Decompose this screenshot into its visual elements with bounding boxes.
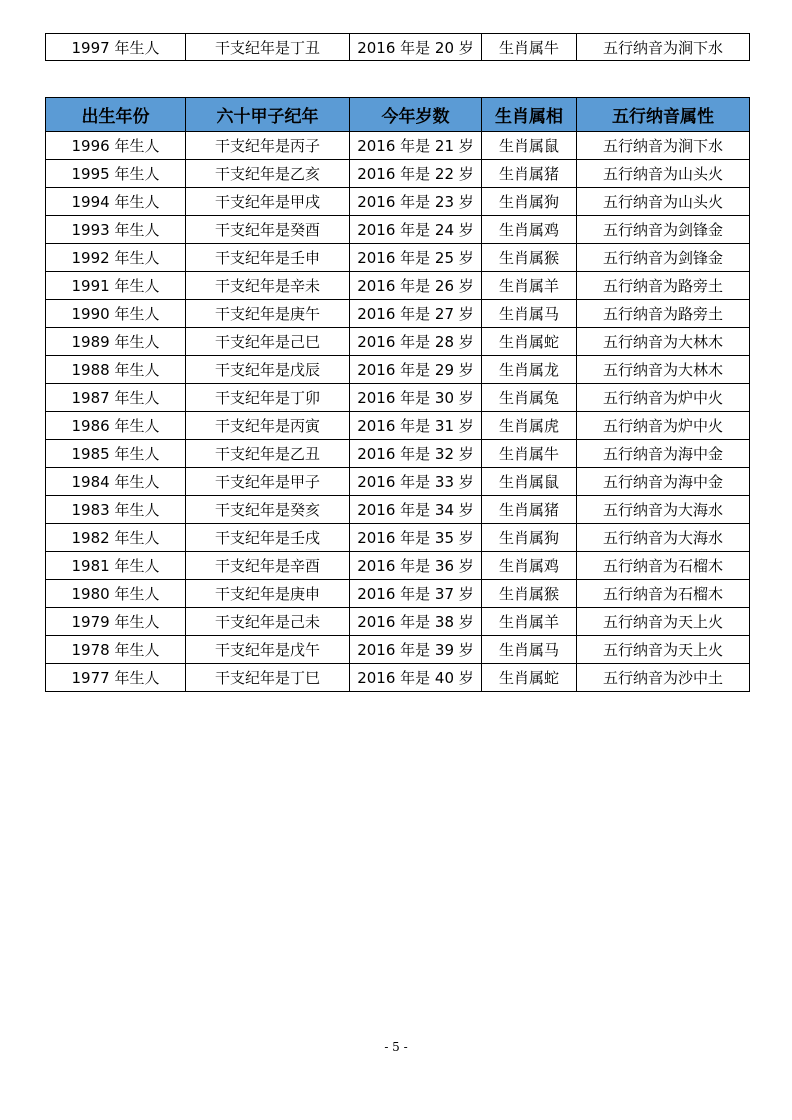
age-cell: 2016 年是 36 岁 bbox=[350, 552, 482, 580]
table-row bbox=[46, 188, 750, 216]
table-row bbox=[46, 636, 750, 664]
age-cell: 2016 年是 21 岁 bbox=[350, 132, 482, 160]
ganzhi-cell: 干支纪年是戊辰 bbox=[186, 356, 350, 384]
zodiac-cell: 生肖属鸡 bbox=[482, 216, 577, 244]
zodiac-cell: 生肖属狗 bbox=[482, 188, 577, 216]
nayin-cell: 五行纳音为路旁土 bbox=[577, 300, 750, 328]
nayin-cell: 五行纳音为天上火 bbox=[577, 636, 750, 664]
ganzhi-cell: 干支纪年是庚申 bbox=[186, 580, 350, 608]
ganzhi-cell: 干支纪年是乙丑 bbox=[186, 440, 350, 468]
zodiac-cell: 生肖属蛇 bbox=[482, 664, 577, 692]
zodiac-cell: 生肖属牛 bbox=[482, 34, 577, 61]
ganzhi-cell: 干支纪年是辛酉 bbox=[186, 552, 350, 580]
table-row bbox=[46, 328, 750, 356]
age-cell: 2016 年是 34 岁 bbox=[350, 496, 482, 524]
age-cell: 2016 年是 40 岁 bbox=[350, 664, 482, 692]
header-age: 今年岁数 bbox=[350, 98, 482, 132]
age-cell: 2016 年是 31 岁 bbox=[350, 412, 482, 440]
zodiac-cell: 生肖属牛 bbox=[482, 440, 577, 468]
age-cell: 2016 年是 39 岁 bbox=[350, 636, 482, 664]
age-cell: 2016 年是 38 岁 bbox=[350, 608, 482, 636]
age-cell: 2016 年是 28 岁 bbox=[350, 328, 482, 356]
continuation-table bbox=[45, 33, 750, 61]
birth-year-cell: 1977 年生人 bbox=[46, 664, 186, 692]
birth-year-cell: 1994 年生人 bbox=[46, 188, 186, 216]
nayin-cell: 五行纳音为涧下水 bbox=[577, 132, 750, 160]
table-row bbox=[46, 440, 750, 468]
zodiac-cell: 生肖属猪 bbox=[482, 496, 577, 524]
header-birth-year: 出生年份 bbox=[46, 98, 186, 132]
header-row bbox=[46, 98, 750, 132]
ganzhi-cell: 干支纪年是丁丑 bbox=[186, 34, 350, 61]
table-row bbox=[46, 580, 750, 608]
zodiac-cell: 生肖属鸡 bbox=[482, 552, 577, 580]
ganzhi-cell: 干支纪年是己未 bbox=[186, 608, 350, 636]
birth-year-cell: 1992 年生人 bbox=[46, 244, 186, 272]
table-row bbox=[46, 160, 750, 188]
table-row bbox=[46, 300, 750, 328]
zodiac-cell: 生肖属狗 bbox=[482, 524, 577, 552]
nayin-cell: 五行纳音为海中金 bbox=[577, 440, 750, 468]
ganzhi-cell: 干支纪年是丙子 bbox=[186, 132, 350, 160]
ganzhi-cell: 干支纪年是辛未 bbox=[186, 272, 350, 300]
zodiac-cell: 生肖属蛇 bbox=[482, 328, 577, 356]
table-row bbox=[46, 216, 750, 244]
birth-year-cell: 1983 年生人 bbox=[46, 496, 186, 524]
zodiac-cell: 生肖属马 bbox=[482, 636, 577, 664]
zodiac-cell: 生肖属羊 bbox=[482, 608, 577, 636]
nayin-cell: 五行纳音为山头火 bbox=[577, 188, 750, 216]
table-row bbox=[46, 244, 750, 272]
ganzhi-cell: 干支纪年是丙寅 bbox=[186, 412, 350, 440]
birth-year-cell: 1989 年生人 bbox=[46, 328, 186, 356]
table-row bbox=[46, 412, 750, 440]
birth-year-cell: 1987 年生人 bbox=[46, 384, 186, 412]
birth-year-cell: 1978 年生人 bbox=[46, 636, 186, 664]
ganzhi-cell: 干支纪年是壬申 bbox=[186, 244, 350, 272]
zodiac-cell: 生肖属马 bbox=[482, 300, 577, 328]
nayin-cell: 五行纳音为大海水 bbox=[577, 524, 750, 552]
age-cell: 2016 年是 22 岁 bbox=[350, 160, 482, 188]
birth-year-cell: 1981 年生人 bbox=[46, 552, 186, 580]
ganzhi-cell: 干支纪年是己巳 bbox=[186, 328, 350, 356]
birth-year-cell: 1982 年生人 bbox=[46, 524, 186, 552]
header-zodiac: 生肖属相 bbox=[482, 98, 577, 132]
table-row bbox=[46, 272, 750, 300]
zodiac-cell: 生肖属猴 bbox=[482, 580, 577, 608]
table-row bbox=[46, 524, 750, 552]
zodiac-cell: 生肖属鼠 bbox=[482, 468, 577, 496]
zodiac-table bbox=[45, 97, 750, 692]
nayin-cell: 五行纳音为大林木 bbox=[577, 356, 750, 384]
ganzhi-cell: 干支纪年是庚午 bbox=[186, 300, 350, 328]
age-cell: 2016 年是 35 岁 bbox=[350, 524, 482, 552]
birth-year-cell: 1986 年生人 bbox=[46, 412, 186, 440]
birth-year-cell: 1979 年生人 bbox=[46, 608, 186, 636]
nayin-cell: 五行纳音为剑锋金 bbox=[577, 244, 750, 272]
nayin-cell: 五行纳音为石榴木 bbox=[577, 580, 750, 608]
zodiac-cell: 生肖属鼠 bbox=[482, 132, 577, 160]
birth-year-cell: 1980 年生人 bbox=[46, 580, 186, 608]
ganzhi-cell: 干支纪年是乙亥 bbox=[186, 160, 350, 188]
birth-year-cell: 1996 年生人 bbox=[46, 132, 186, 160]
nayin-cell: 五行纳音为路旁土 bbox=[577, 272, 750, 300]
ganzhi-cell: 干支纪年是甲戌 bbox=[186, 188, 350, 216]
ganzhi-cell: 干支纪年是丁巳 bbox=[186, 664, 350, 692]
birth-year-cell: 1984 年生人 bbox=[46, 468, 186, 496]
nayin-cell: 五行纳音为沙中土 bbox=[577, 664, 750, 692]
table-row bbox=[46, 132, 750, 160]
birth-year-cell: 1991 年生人 bbox=[46, 272, 186, 300]
zodiac-cell: 生肖属猴 bbox=[482, 244, 577, 272]
age-cell: 2016 年是 26 岁 bbox=[350, 272, 482, 300]
age-cell: 2016 年是 29 岁 bbox=[350, 356, 482, 384]
table-row bbox=[46, 468, 750, 496]
nayin-cell: 五行纳音为炉中火 bbox=[577, 412, 750, 440]
zodiac-cell: 生肖属虎 bbox=[482, 412, 577, 440]
zodiac-cell: 生肖属羊 bbox=[482, 272, 577, 300]
age-cell: 2016 年是 20 岁 bbox=[350, 34, 482, 61]
header-nayin: 五行纳音属性 bbox=[577, 98, 750, 132]
birth-year-cell: 1997 年生人 bbox=[46, 34, 186, 61]
nayin-cell: 五行纳音为大林木 bbox=[577, 328, 750, 356]
table-row bbox=[46, 552, 750, 580]
age-cell: 2016 年是 24 岁 bbox=[350, 216, 482, 244]
ganzhi-cell: 干支纪年是丁卯 bbox=[186, 384, 350, 412]
ganzhi-cell: 干支纪年是癸酉 bbox=[186, 216, 350, 244]
header-ganzhi: 六十甲子纪年 bbox=[186, 98, 350, 132]
nayin-cell: 五行纳音为海中金 bbox=[577, 468, 750, 496]
birth-year-cell: 1995 年生人 bbox=[46, 160, 186, 188]
birth-year-cell: 1988 年生人 bbox=[46, 356, 186, 384]
age-cell: 2016 年是 32 岁 bbox=[350, 440, 482, 468]
age-cell: 2016 年是 25 岁 bbox=[350, 244, 482, 272]
age-cell: 2016 年是 37 岁 bbox=[350, 580, 482, 608]
table-row bbox=[46, 34, 750, 61]
age-cell: 2016 年是 30 岁 bbox=[350, 384, 482, 412]
nayin-cell: 五行纳音为天上火 bbox=[577, 608, 750, 636]
birth-year-cell: 1985 年生人 bbox=[46, 440, 186, 468]
age-cell: 2016 年是 23 岁 bbox=[350, 188, 482, 216]
table-row bbox=[46, 496, 750, 524]
ganzhi-cell: 干支纪年是甲子 bbox=[186, 468, 350, 496]
zodiac-cell: 生肖属猪 bbox=[482, 160, 577, 188]
ganzhi-cell: 干支纪年是癸亥 bbox=[186, 496, 350, 524]
nayin-cell: 五行纳音为大海水 bbox=[577, 496, 750, 524]
age-cell: 2016 年是 33 岁 bbox=[350, 468, 482, 496]
birth-year-cell: 1990 年生人 bbox=[46, 300, 186, 328]
nayin-cell: 五行纳音为剑锋金 bbox=[577, 216, 750, 244]
ganzhi-cell: 干支纪年是戊午 bbox=[186, 636, 350, 664]
page-number: - 5 - bbox=[384, 1040, 408, 1054]
zodiac-cell: 生肖属兔 bbox=[482, 384, 577, 412]
age-cell: 2016 年是 27 岁 bbox=[350, 300, 482, 328]
nayin-cell: 五行纳音为涧下水 bbox=[577, 34, 750, 61]
table-row bbox=[46, 356, 750, 384]
nayin-cell: 五行纳音为炉中火 bbox=[577, 384, 750, 412]
birth-year-cell: 1993 年生人 bbox=[46, 216, 186, 244]
nayin-cell: 五行纳音为山头火 bbox=[577, 160, 750, 188]
table-row bbox=[46, 608, 750, 636]
table-row bbox=[46, 384, 750, 412]
table-row bbox=[46, 664, 750, 692]
ganzhi-cell: 干支纪年是壬戌 bbox=[186, 524, 350, 552]
nayin-cell: 五行纳音为石榴木 bbox=[577, 552, 750, 580]
zodiac-cell: 生肖属龙 bbox=[482, 356, 577, 384]
